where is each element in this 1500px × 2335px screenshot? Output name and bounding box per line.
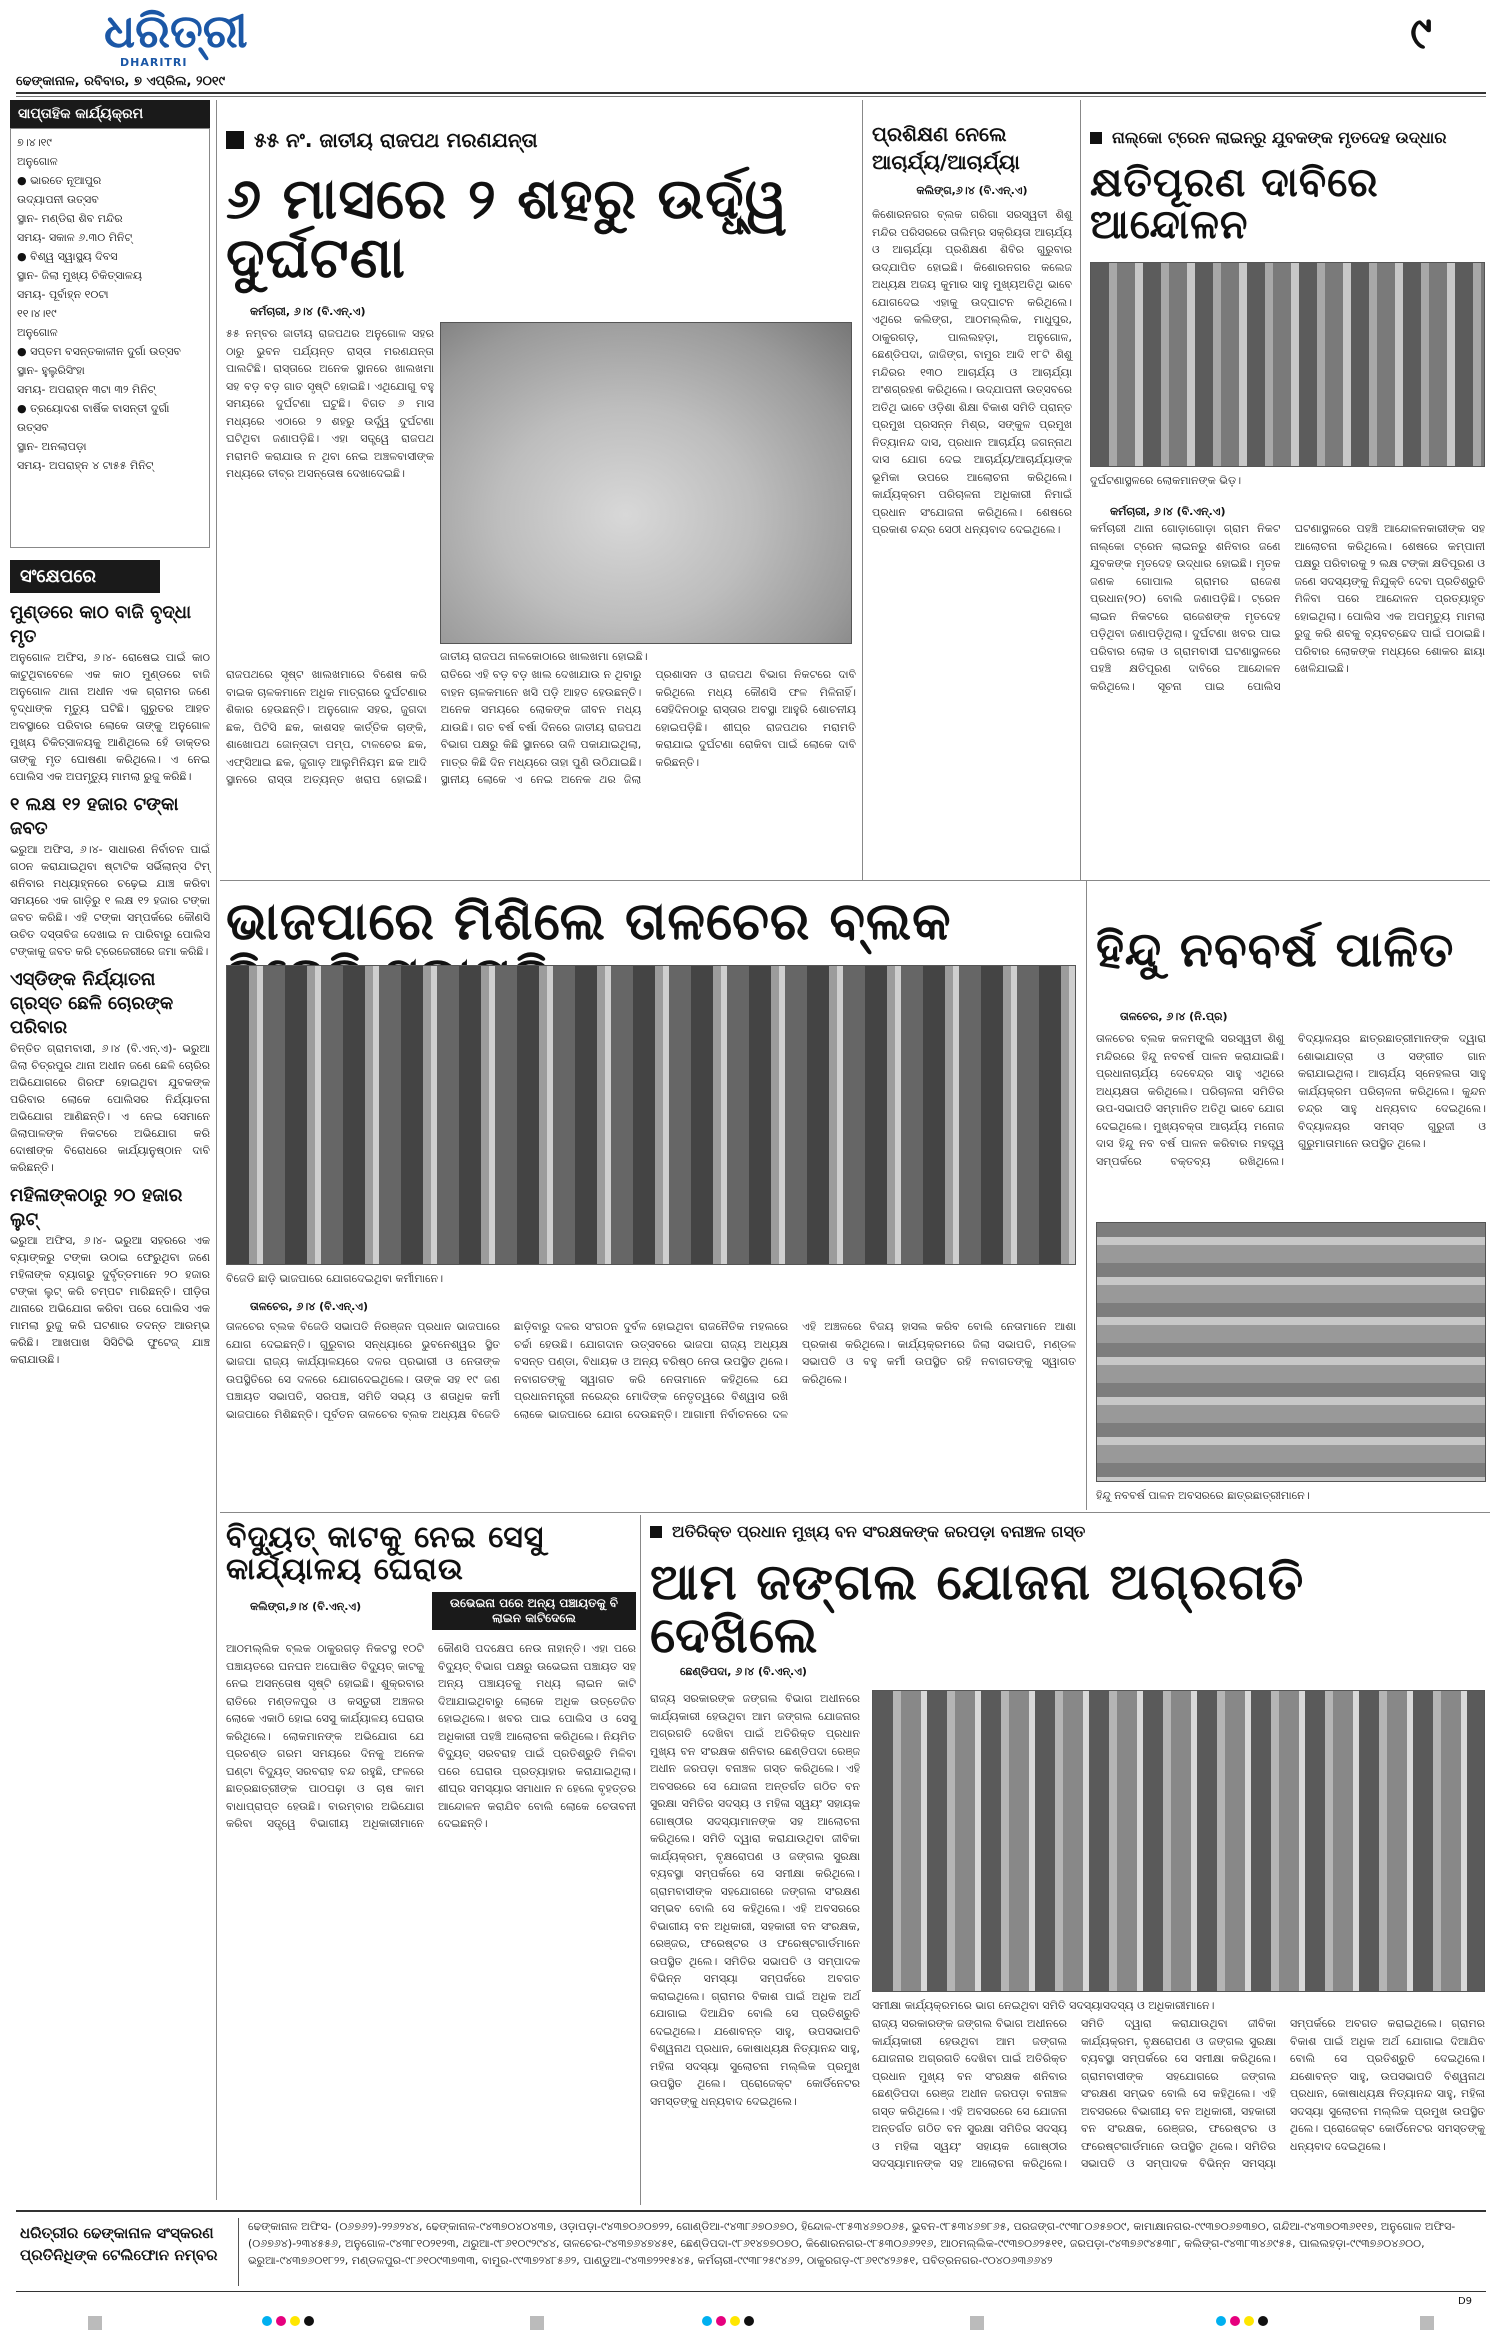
logo-subtitle: DHARITRI xyxy=(120,56,188,69)
column-divider xyxy=(216,100,217,2200)
dateline: ତାଳଚେର, ୬।୪ (ବି.ଏନ୍.ଏ) xyxy=(250,1300,369,1313)
schedule-line: ସ୍ଥାନ- ଜିଲା ମୁଖ୍ୟ ଚିକିତ୍ସାଳୟ xyxy=(17,269,142,282)
schedule-line: ୧୧।୪।୧୯ xyxy=(17,307,57,320)
column-divider xyxy=(1086,880,1087,1510)
registration-mark xyxy=(970,2316,984,2330)
left-column xyxy=(10,100,210,1368)
story-headline: କ୍ଷତିପୂରଣ ଦାବିରେ ଆନ୍ଦୋଳନ xyxy=(1090,159,1379,248)
schedule-line: ସମୟ- ଅପରାହ୍ନ ୩ଟା ୩୨ ମିନିଟ୍ xyxy=(17,383,156,396)
story-headline: ୬ ମାସରେ ୨ ଶହରୁ ଉର୍ଦ୍ଧ୍ୱ ଦୁର୍ଘଟଣା xyxy=(226,166,788,291)
brief-text: ଅନୁଗୋଳ ଅଫିସ, ୬।୪- ରୋଷେଇ ପାଇଁ କାଠ କାଟୁଥିବାବେଳେ ଏକ କାଠ ମୁଣ୍ଡରେ ବାଜି ଅନୁଗୋଳ ଥାନା ଅଧୀନ ଏକ ଗ୍ରାମର ଜଣେ ବୃଦ୍ଧାଙ୍କ ମୃତ୍ୟୁ ଘଟିଛି। ଗୁରୁତର ଆହତ ଅବସ୍ଥାରେ ପରିବାର ଲୋକେ ତାଙ୍କୁ ଅନୁଗୋଳ ମୁଖ୍ୟ ଚିକିତ୍ସାଳୟକୁ ଆଣିଥିଲେ ହେଁ ଡାକ୍ତର ତାଙ୍କୁ ମୃତ ଘୋଷଣା କରିଥିଲେ। ଏ ନେଇ ପୋଲିସ ଏକ ଅପମୃତ୍ୟୁ ମାମଲା ରୁଜୁ କରିଛି। xyxy=(10,651,210,783)
schedule-line: ଅନୁଗୋଳ xyxy=(17,326,58,339)
schedule-list xyxy=(10,128,210,548)
footer-divider xyxy=(238,2218,239,2286)
story-body: କିଶୋରନଗର ବ୍ଲକ ଗରିଗା ସରସ୍ୱତୀ ଶିଶୁ ମନ୍ଦିର ପରିସରରେ ତାଲିମ୍‌ର ସକ୍ରିୟତା ଆଚାର୍ଯ୍ୟ ଓ ଆଚାର୍ଯ୍ୟା ପ୍ରଶିକ୍ଷଣ ଶିବିର ଗୁରୁବାର ଉଦ୍‌ଯାପିତ ହୋଇଛି। କିଶୋରନଗର କଲେଜ ଅଧ୍ୟକ୍ଷ ଅଜୟ କୁମାର ସାହୁ ମୁଖ୍ୟଅତିଥି ଭାବେ ଯୋଗଦେଇ ଏହାକୁ ଉଦ୍‌ଘାଟନ କରିଥିଲେ। ଏଥିରେ କଲିଙ୍ଗ, ଆଠମଲ୍ଲିକ, ମାଧୁପୁର, ଠାକୁରଗଡ଼, ପାଲଲହଡ଼ା, ଅନୁଗୋଳ, ଛେଣ୍ଡିପଦା, ଜାଜିଙ୍ଗ, ବାମୁର ଆଦି ୧୮ଟି ଶିଶୁ ମନ୍ଦିରର ୧୩୦ ଆଚାର୍ଯ୍ୟ ଓ ଆଚାର୍ଯ୍ୟା ଅଂଶଗ୍ରହଣ କରିଥିଲେ। ଉଦ୍‌ଯାପନୀ ଉତ୍ସବରେ ଅତିଥି ଭାବେ ଓଡ଼ିଶା ଶିକ୍ଷା ବିକାଶ ସମିତି ପ୍ରାନ୍ତ ପ୍ରମୁଖ ପ୍ରସନ୍ନ ମିଶ୍ର, ସଙ୍କୁଳ ପ୍ରମୁଖ ନିତ୍ୟାନନ୍ଦ ଦାସ, ପ୍ରଧାନ ଆଚାର୍ଯ୍ୟ ଜଗନ୍ନାଥ ଦାସ ଯୋଗ ଦେଇ ଆଚାର୍ଯ୍ୟ/ଆଚାର୍ଯ୍ୟାଙ୍କ ଭୂମିକା ଉପରେ ଆଲୋଚନା କରିଥିଲେ। କାର୍ଯ୍ୟକ୍ରମ ପରିଚାଳନା ଅଧିକାରୀ ନିମାଇଁ ପ୍ରଧାନ ସଂଯୋଜନା କରିଥିଲେ। ଶେଷରେ ପ୍ରକାଶ ଚନ୍ଦ୍ର ସେଠୀ ଧନ୍ୟବାଦ ଦେଇଥିଲେ। xyxy=(872,208,1072,536)
print-registration-marks xyxy=(0,2312,1500,2330)
story-training xyxy=(872,120,1072,856)
footer-phone-list: ଢେଙ୍କାନାଳ ଅଫିସ- (୦୬୭୬୨)-୨୨୬୨୪୪, ଢେଙ୍କାନାଳ-୯୪୩୭୦୪୦୪୩୭, ଓଡ଼ାପଡ଼ା-୯୪୩୭୦୬୦୭୨୨, ଗୋଣ୍ଡିଆ-୯୪୩୮୬୭୦୬୭୦, ହିନ୍ଦୋଳ-୯୮୫୩୪୬୭୦୬୫, ଭୁବନ-୯୮୫୩୪୬୭୮୬୫, ପରଜଙ୍ଗ-୯୯୩୮୦୬୫୭୦୯, କାମାକ୍ଷାନଗର-୯୯୩୭୦୬୭୩୭୦, ଗନ୍ଦିଆ-୯୪୩୭୦୩୬୧୧୭, ଅନୁଗୋଳ ଅଫିସ-(୦୬୭୬୪)-୨୩୪୫୫୬, ଅନୁଗୋଳ-୯୪୩୮୧୦୨୧୨୩, ଥରୁଆ-୯୮୬୧୦୯୨୯୪୪, ତାଳଚେର-୯୪୩୭୬୪୭୪୫୧, ଛେଣ୍ଡିପଦା-୯୮୬୧୪୭୭୦୭୦, କିଶୋରନଗର-୯୮୫୩୦୬୬୨୧୬, ଆଠମଲ୍ଲିକ-୯୯୩୭୦୬୨୫୧୧, ଜରପଡ଼ା-୯୪୩୭୬୯୪୫୩୮, କଲିଙ୍ଗ-୯୪୩୮୩୪୬୯୫୫, ପାଲଲହଡ଼ା-୯୯୩୭୬୦୪୬୦୦, ଭରୁଆ-୯୪୩୭୬୦୧୮୨୨, ମଣ୍ଡଳପୁର-୯୮୬୧୦୯୩୭୩୩, ବାମୁର-୯୯୩୭୨୪୮୫୬୨, ପାଣ୍ଡୁଆ-୯୪୩୭୨୨୧୫୪୫, କର୍ମଚାରୀ-୯୯୩୮୨୫୯୪୬୨, ଠାକୁରଗଡ଼-୯୮୬୧୯୪୨୬୫୧, ପବିତ୍ରନଗର-୯୦୪୦୬୩୬୬୪୨ xyxy=(248,2220,1456,2267)
column-divider xyxy=(640,1515,641,2205)
schedule-line: ୭।୪।୧୯ xyxy=(17,136,52,149)
story-forest xyxy=(650,1522,1485,1664)
bullet-square-icon xyxy=(1090,132,1102,144)
schedule-line: ● ତ୍ରୟୋଦଶ ବାର୍ଷିକ ବାସନ୍ତୀ ଦୁର୍ଗା xyxy=(17,402,170,415)
dateline: ଛେଣ୍ଡିପଦା, ୬।୪ (ବି.ଏନ୍.ଏ) xyxy=(680,1665,807,1678)
column-divider xyxy=(1080,100,1081,880)
registration-mark xyxy=(262,2316,272,2326)
forest-committee-group-photo xyxy=(872,1690,1485,1992)
registration-mark xyxy=(1244,2316,1254,2326)
brief-text: ଭରୁଆ ଅଫିସ, ୬।୪- ସାଧାରଣ ନିର୍ବାଚନ ପାଇଁ ଗଠନ କରାଯାଇଥିବା ଷ୍ଟାଟିକ ସର୍ଭିଲାନ୍ସ ଟିମ୍ ଶନିବାର ମଧ୍ୟାହ୍ନରେ ଚଢ଼େଇ ଯାଞ୍ଚ କରିବା ସମୟରେ ଏକ ଗାଡ଼ିରୁ ୧ ଲକ୍ଷ ୧୨ ହଜାର ଟଙ୍କା ଜବତ କରିଛି। ଏହି ଟଙ୍କା ସମ୍ପର୍କରେ କୌଣସି ଉଚିତ ଦସ୍ତାବିଜ ଦେଖାଇ ନ ପାରିବାରୁ ପୋଲିସ ଟଙ୍କାକୁ ଜବତ କରି ଟ୍ରେଜେରୀରେ ଜମା କରିଛି। xyxy=(10,843,210,958)
schedule-line: ● ବିଶ୍ୱ ସ୍ୱାସ୍ଥ୍ୟ ଦିବସ xyxy=(17,250,118,263)
dateline: କଲିଙ୍ଗ,୬।୪ (ବି.ଏନ୍.ଏ) xyxy=(916,184,1028,197)
column-divider xyxy=(862,100,863,880)
briefs-title: ସଂକ୍ଷେପରେ xyxy=(10,560,160,593)
schedule-line: ଉତ୍ସବ xyxy=(17,421,49,434)
registration-mark xyxy=(88,2316,102,2330)
story-bjp-headline: ଭାଜପାରେ ମିଶିଲେ ତାଳଚେର ବ୍ଲକ xyxy=(226,891,952,952)
registration-mark xyxy=(702,2316,712,2326)
protest-crowd-photo xyxy=(1090,262,1485,467)
registration-mark xyxy=(276,2316,286,2326)
page-code: D9 xyxy=(1457,2296,1472,2307)
story-highway xyxy=(226,128,856,291)
story-highway-lead: ୫୫ ନମ୍ବର ଜାତୀୟ ରାଜପଥର ଅନୁଗୋଳ ସହର ଠାରୁ ଭୁବନ ପର୍ଯ୍ୟନ୍ତ ରାସ୍ତା ମରଣଯନ୍ତା ପାଲଟିଛି। ରାସ୍ତାରେ ଅନେକ ସ୍ଥାନରେ ଖାଲଖମା ସହ ବଡ଼ ବଡ଼ ଗାତ ସୃଷ୍ଟି ହୋଇଛି। ଏଥିଯୋଗୁ ବହୁ ସମୟରେ ଦୁର୍ଘଟଣା ଘଟୁଛି। ବିଗତ ୬ ମାସ ମଧ୍ୟରେ ଏଠାରେ ୨ ଶହରୁ ଉର୍ଦ୍ଧ୍ୱ ଦୁର୍ଘଟଣା ଘଟିଥିବା ଜଣାପଡ଼ିଛି। ଏହା ସତ୍ତ୍ୱେ ରାଜପଥ ମରାମତି କରାଯାଉ ନ ଥିବା ନେଇ ଅଞ୍ଚଳବାସୀଙ୍କ ମଧ୍ୟରେ ତୀବ୍ର ଅସନ୍ତୋଷ ଦେଖାଦେଇଛି। xyxy=(226,327,434,480)
section-divider xyxy=(220,880,1490,881)
photo-caption: ଦୁର୍ଘଟଣାସ୍ଥଳରେ ଲୋକମାନଙ୍କ ଭିଡ଼। xyxy=(1090,474,1242,487)
story-power-body: ଆଠମଲ୍ଲିକ ବ୍ଲକ ଠାକୁରଗଡ଼ ନିକଟସ୍ଥ ୧୦ଟି ପଞ୍ଚାୟତରେ ଘନଘନ ଅଘୋଷିତ ବିଦ୍ୟୁତ୍ କାଟକୁ ନେଇ ଅସନ୍ତୋଷ ସୃଷ୍ଟି ହୋଇଛି। ଶୁକ୍ରବାର ରାତିରେ ମଣ୍ଡଳପୁର ଓ କସ୍ତୁରୀ ଅଞ୍ଚଳର ଲୋକେ ଏକାଠି ହୋଇ ସେସୁ କାର୍ଯ୍ୟାଳୟ ଘେରାଉ କରିଥିଲେ। ଲୋକମାନଙ୍କ ଅଭିଯୋଗ ଯେ ପ୍ରଚଣ୍ଡ ଗରମ ସମୟରେ ଦିନକୁ ଅନେକ ଘଣ୍ଟା ବିଦ୍ୟୁତ୍ ସରବରାହ ବନ୍ଦ ରହୁଛି, ଫଳରେ ଛାତ୍ରଛାତ୍ରୀଙ୍କ ପାଠପଢ଼ା ଓ ଚାଷ କାମ ବାଧାପ୍ରାପ୍ତ ହେଉଛି। ବାରମ୍ବାର ଅଭିଯୋଗ କରିବା ସତ୍ତ୍ୱେ ବିଭାଗୀୟ ଅଧିକାରୀମାନେ କୌଣସି ପଦକ୍ଷେପ ନେଉ ନାହାନ୍ତି। ଏହା ପରେ ବିଦ୍ୟୁତ୍ ବିଭାଗ ପକ୍ଷରୁ ଉଭେଇନା ପଞ୍ଚାୟତ ସହ ଅନ୍ୟ ପଞ୍ଚାୟତକୁ ମଧ୍ୟ ଲାଇନ କାଟି ଦିଆଯାଇଥିବାରୁ ଲୋକେ ଅଧିକ ଉତ୍ତେଜିତ ହୋଇଥିଲେ। ଖବର ପାଇ ପୋଲିସ ଓ ସେସୁ ଅଧିକାରୀ ପହଞ୍ଚି ଆଲୋଚନା କରିଥିଲେ। ନିୟମିତ ବିଦ୍ୟୁତ୍ ସରବରାହ ପାଇଁ ପ୍ରତିଶ୍ରୁତି ମିଳିବା ପରେ ଘେରାଉ ପ୍ରତ୍ୟାହାର କରାଯାଇଥିଲା। ଶୀଘ୍ର ସମସ୍ୟାର ସମାଧାନ ନ ହେଲେ ବୃହତ୍ତର ଆନ୍ଦୋଳନ କରାଯିବ ବୋଲି ଲୋକେ ଚେତାବନୀ ଦେଇଛନ୍ତି। xyxy=(226,1642,636,1830)
registration-mark xyxy=(530,2316,544,2330)
bullet-square-icon xyxy=(226,131,244,149)
story-tag: ଉଭେଇନା ପରେ ଅନ୍ୟ ପଞ୍ଚାୟତକୁ ବି ଲାଇନ କାଟିଦେଲେ xyxy=(432,1592,636,1630)
registration-mark xyxy=(1258,2316,1268,2326)
page-number: ୯ xyxy=(1410,8,1432,59)
schedule-line: ● ସପ୍ତମ ବସନ୍ତକାଳୀନ ଦୁର୍ଗା ଉତ୍ସବ xyxy=(17,345,181,358)
brief-headline: ମୁଣ୍ଡରେ କାଠ ବାଜି ବୃଦ୍ଧା ମୃତ xyxy=(10,602,192,647)
newyear-students-photo xyxy=(1096,1222,1486,1482)
story-newyear-headline: ହିନ୍ଦୁ ନବବର୍ଷ ପାଳିତ xyxy=(1096,922,1455,978)
kicker-text: ନାଲ୍‌କୋ ଟ୍ରେନ ଲାଇନ୍‌ରୁ ଯୁବକଙ୍କ ମୃତଦେହ ଉଦ୍ଧାର xyxy=(1112,128,1447,147)
masthead-rule xyxy=(16,92,1486,94)
bullet-square-icon xyxy=(650,1526,662,1538)
footer-title: ଧରିତ୍ରୀର ଢେଙ୍କାନାଳ ସଂସ୍କରଣ ପ୍ରତିନିଧିଙ୍କ ଟେଲିଫୋନ ନମ୍ବର xyxy=(20,2224,218,2264)
edition-dateline: ଢେଙ୍କାନାଳ, ରବିବାର, ୭ ଏପ୍ରିଲ, ୨୦୧୯ xyxy=(16,74,226,89)
story-kicker xyxy=(226,128,856,152)
registration-mark xyxy=(290,2316,300,2326)
dateline: କର୍ମଚାରୀ, ୬।୪ (ବି.ଏନ୍.ଏ) xyxy=(1110,505,1226,518)
registration-mark xyxy=(1230,2316,1240,2326)
photo-caption: ଜାତୀୟ ରାଜପଥ ନାଳକୋଠାରେ ଖାଲଖମା ହୋଇଛି। xyxy=(440,650,648,663)
story-bjp-body: ତାଳଚେର ବ୍ଲକ ବିଜେଡି ସଭାପତି ନିରଞ୍ଜନ ପ୍ରଧାନ ଭାଜପାରେ ଯୋଗ ଦେଇଛନ୍ତି। ଗୁରୁବାର ସନ୍ଧ୍ୟାରେ ଭୁବନେଶ୍ୱର ସ୍ଥିତ ଭାଜପା ରାଜ୍ୟ କାର୍ଯ୍ୟାଳୟରେ ଦଳର ପ୍ରଭାରୀ ଓ ନେତାଙ୍କ ଉପସ୍ଥିତିରେ ସେ ଦଳରେ ଯୋଗଦେଇଥିଲେ। ତାଙ୍କ ସହ ୧୯ ଜଣ ପଞ୍ଚାୟତ ସଭାପତି, ସରପଞ୍ଚ, ସମିତି ସଭ୍ୟ ଓ ଶତାଧିକ କର୍ମୀ ଭାଜପାରେ ମିଶିଛନ୍ତି। ପୂର୍ବତନ ତାଳଚେର ବ୍ଲକ ଅଧ୍ୟକ୍ଷ ବିଜେଡି ଛାଡ଼ିବାରୁ ଦଳର ସଂଗଠନ ଦୁର୍ବଳ ହୋଇଥିବା ରାଜନୈତିକ ମହଲରେ ଚର୍ଚ୍ଚା ହେଉଛି। ଯୋଗଦାନ ଉତ୍ସବରେ ଭାଜପା ରାଜ୍ୟ ଅଧ୍ୟକ୍ଷ ବସନ୍ତ ପଣ୍ଡା, ବିଧାୟକ ଓ ଅନ୍ୟ ବରିଷ୍ଠ ନେତା ଉପସ୍ଥିତ ଥିଲେ। ନବାଗତଙ୍କୁ ସ୍ୱାଗତ କରି ନେତାମାନେ କହିଥିଲେ ଯେ ପ୍ରଧାନମନ୍ତ୍ରୀ ନରେନ୍ଦ୍ର ମୋଦିଙ୍କ ନେତୃତ୍ୱରେ ବିଶ୍ୱାସ ରଖି ଲୋକେ ଭାଜପାରେ ଯୋଗ ଦେଉଛନ୍ତି। ଆଗାମୀ ନିର୍ବାଚନରେ ଦଳ ଏହି ଅଞ୍ଚଳରେ ବିଜୟ ହାସଲ କରିବ ବୋଲି ନେତାମାନେ ଆଶା ପ୍ରକାଶ କରିଥିଲେ। କାର୍ଯ୍ୟକ୍ରମରେ ଜିଲା ସଭାପତି, ମଣ୍ଡଳ ସଭାପତି ଓ ବହୁ କର୍ମୀ ଉପସ୍ଥିତ ରହି ନବାଗତଙ୍କୁ ସ୍ୱାଗତ କରିଥିଲେ। xyxy=(226,1320,1076,1421)
story-forest-lead: ରାଜ୍ୟ ସରକାରଙ୍କ ଜଙ୍ଗଲ ବିଭାଗ ଅଧୀନରେ କାର୍ଯ୍ୟକାରୀ ହେଉଥିବା ଆମ ଜଙ୍ଗଲ ଯୋଜନାର ଅଗ୍ରଗତି ଦେଖିବା ପାଇଁ ଅତିରିକ୍ତ ପ୍ରଧାନ ମୁଖ୍ୟ ବନ ସଂରକ୍ଷକ ଶନିବାର ଛେଣ୍ଡିପଦା ରେଞ୍ଜ ଅଧୀନ ଜରପଡ଼ା ବନାଞ୍ଚଳ ଗସ୍ତ କରିଥିଲେ। ଏହି ଅବସରରେ ସେ ଯୋଜନା ଅନ୍ତର୍ଗତ ଗଠିତ ବନ ସୁରକ୍ଷା ସମିତିର ସଦସ୍ୟ ଓ ମହିଳା ସ୍ୱୟଂ ସହାୟକ ଗୋଷ୍ଠୀର ସଦସ୍ୟାମାନଙ୍କ ସହ ଆଲୋଚନା କରିଥିଲେ। ସମିତି ଦ୍ୱାରା କରାଯାଉଥିବା ଜୀବିକା କାର୍ଯ୍ୟକ୍ରମ, ବୃକ୍ଷରୋପଣ ଓ ଜଙ୍ଗଲ ସୁରକ୍ଷା ବ୍ୟବସ୍ଥା ସମ୍ପର୍କରେ ସେ ସମୀକ୍ଷା କରିଥିଲେ। ଗ୍ରାମବାସୀଙ୍କ ସହଯୋଗରେ ଜଙ୍ଗଲ ସଂରକ୍ଷଣ ସମ୍ଭବ ବୋଲି ସେ କହିଥିଲେ। ଏହି ଅବସରରେ ବିଭାଗୀୟ ବନ ଅଧିକାରୀ, ସହକାରୀ ବନ ସଂରକ୍ଷକ, ରେଞ୍ଜର, ଫରେଷ୍ଟର ଓ ଫରେଷ୍ଟଗାର୍ଡମାନେ ଉପସ୍ଥିତ ଥିଲେ। ସମିତିର ସଭାପତି ଓ ସମ୍ପାଦକ ବିଭିନ୍ନ ସମସ୍ୟା ସମ୍ପର୍କରେ ଅବଗତ କରାଇଥିଲେ। ଗ୍ରାମର ବିକାଶ ପାଇଁ ଅଧିକ ଅର୍ଥ ଯୋଗାଇ ଦିଆଯିବ ବୋଲି ସେ ପ୍ରତିଶ୍ରୁତି ଦେଇଥିଲେ। ଯଶୋବନ୍ତ ସାହୁ, ଉପସଭାପତି ବିଶ୍ୱନାଥ ପ୍ରଧାନ, କୋଷାଧ୍ୟକ୍ଷ ନିତ୍ୟାନନ୍ଦ ସାହୁ, ମହିଳା ସଦସ୍ୟା ସୁଲୋଚନା ମଲ୍ଲିକ ପ୍ରମୁଖ ଉପସ୍ଥିତ ଥିଲେ। ପ୍ରୋଜେକ୍ଟ କୋର୍ଡିନେଟର ସମସ୍ତଙ୍କୁ ଧନ୍ୟବାଦ ଦେଇଥିଲେ। xyxy=(650,1692,860,2108)
schedule-line: ସ୍ଥାନ- ହୁଲୁରିସିଂହା xyxy=(17,364,85,377)
story-headline: ପ୍ରଶିକ୍ଷଣ ନେଲେ ଆଚାର୍ଯ୍ୟ/ଆଚାର୍ଯ୍ୟା xyxy=(872,122,1020,174)
registration-mark xyxy=(304,2316,314,2326)
kicker-text: ୫୫ ନଂ. ଜାତୀୟ ରାଜପଥ ମରଣଯନ୍ତା xyxy=(254,128,538,152)
brief-headline: ଏସ୍‌ଡିଙ୍କ ନିର୍ଯ୍ୟାତନା ଗ୍ରସ୍ତ ଛେଳି ଚୋରଙ୍କ ପରିବାର xyxy=(10,969,174,1038)
masthead xyxy=(16,4,1486,90)
kicker-text: ଅତିରିକ୍ତ ପ୍ରଧାନ ମୁଖ୍ୟ ବନ ସଂରକ୍ଷକଙ୍କ ଜରପଡ଼ା ବନାଞ୍ଚଳ ଗସ୍ତ xyxy=(672,1522,1086,1541)
story-highway-dateline xyxy=(250,305,430,319)
story-kicker xyxy=(1090,128,1485,148)
masthead-rule-thin xyxy=(16,96,1486,97)
schedule-line: ସ୍ଥାନ- ଅନଲାପଡ଼ା xyxy=(17,440,87,453)
registration-mark xyxy=(716,2316,726,2326)
story-kicker xyxy=(650,1522,1485,1542)
registration-mark xyxy=(1216,2316,1226,2326)
section-divider xyxy=(220,1512,1490,1513)
photo-caption: ସମୀକ୍ଷା କାର୍ଯ୍ୟକ୍ରମରେ ଭାଗ ନେଇଥିବା ସମିତି ସଦସ୍ୟାସଦସ୍ୟ ଓ ଅଧିକାରୀମାନେ। xyxy=(872,1999,1215,2012)
dateline: କଲିଙ୍ଗ,୬।୪ (ବି.ଏନ୍.ଏ) xyxy=(250,1600,362,1613)
story-headline: ଆମ ଜଙ୍ଗଲ ଯୋଜନା ଅଗ୍ରଗତି ଦେଖିଲେ xyxy=(650,1552,1305,1664)
story-highway-body: ରାଜପଥରେ ସୃଷ୍ଟ ଖାଲଖମାରେ ବିଶେଷ କରି ବାଇକ ଚାଳକମାନେ ଅଧିକ ମାତ୍ରାରେ ଦୁର୍ଘଟଣାର ଶିକାର ହେଉଛନ୍ତି। ଅନୁଗୋଳ ସହର, ଜୁଗଦା ଛକ, ପିଟିସି ଛକ, କାଶସହ କାର୍ତ୍ତିକ ଚାଙ୍କି, ଶାଖୋପଥ ଜୋନ୍ତାଟା ପମ୍ପ, ଟାଳଚେର ଛକ, ଏଫ୍‌ସିଆଇ ଛକ, ଜୁଗାଡ଼ ଆଲୁମିନିୟମ ଛକ ଆଦି ସ୍ଥାନରେ ରାସ୍ତା ଅତ୍ୟନ୍ତ ଖରାପ ହୋଇଛି। ରାତିରେ ଏହି ବଡ଼ ବଡ଼ ଖାଲ ଦେଖାଯାଉ ନ ଥିବାରୁ ବାହନ ଚାଳକମାନେ ଖସି ପଡ଼ି ଆହତ ହେଉଛନ୍ତି। ଅନେକ ସମୟରେ ଲୋକଙ୍କ ଜୀବନ ମଧ୍ୟ ଯାଉଛି। ଗତ ବର୍ଷ ବର୍ଷା ଦିନରେ ଜାତୀୟ ରାଜପଥ ବିଭାଗ ପକ୍ଷରୁ କିଛି ସ୍ଥାନରେ ତାଳି ପକାଯାଇଥିଲା, ମାତ୍ର କିଛି ଦିନ ମଧ୍ୟରେ ତାହା ପୁଣି ଉଠିଯାଇଛି। ସ୍ଥାନୀୟ ଲୋକେ ଏ ନେଇ ଅନେକ ଥର ଜିଲା ପ୍ରଶାସନ ଓ ରାଜପଥ ବିଭାଗ ନିକଟରେ ଦାବି କରିଥିଲେ ମଧ୍ୟ କୌଣସି ଫଳ ମିଳିନାହିଁ। ସେହିଦିନଠାରୁ ରାସ୍ତାର ଅବସ୍ଥା ଆହୁରି ଶୋଚନୀୟ ହୋଇପଡ଼ିଛି। ଶୀଘ୍ର ରାଜପଥର ମରାମତି କରାଯାଇ ଦୁର୍ଘଟଣା ରୋକିବା ପାଇଁ ଲୋକେ ଦାବି କରିଛନ୍ତି। xyxy=(226,668,856,786)
dateline: କର୍ମଚାରୀ, ୬।୪ (ବି.ଏନ୍.ଏ) xyxy=(250,305,366,318)
schedule-line: ସମୟ- ଅପରାହ୍ନ ୪ ଟା୫୫ ମିନିଟ୍ xyxy=(17,459,154,472)
schedule-line: ସମୟ- ସକାଳ ୬.୩୦ ମିନିଟ୍ xyxy=(17,231,133,244)
road-potholes-photo xyxy=(440,322,852,644)
registration-mark xyxy=(730,2316,740,2326)
story-body: କର୍ମଚାରୀ ଥାନା ଗୋଡ଼ାଗୋଡ଼ା ଗ୍ରାମ ନିକଟ ନାଲ୍‌କୋ ଟ୍ରେନ ଲାଇନରୁ ଶନିବାର ଜଣେ ଯୁବକଙ୍କ ମୃତଦେହ ଉଦ୍ଧାର ହୋଇଛି। ମୃତକ ଜଣକ ଗୋପାଲ ଗ୍ରାମର ରାଜେଶ ପ୍ରଧାନ(୨୦) ବୋଲି ଜଣାପଡ଼ିଛି। ଟ୍ରେନ ଲାଇନ ନିକଟରେ ରାଜେଶଙ୍କ ମୃତଦେହ ପଡ଼ିଥିବା ଜଣାପଡ଼ିଥିଲା। ଦୁର୍ଘଟଣା ଖବର ପାଇ ପରିବାର ଲୋକ ଓ ଗ୍ରାମବାସୀ ଘଟଣାସ୍ଥଳରେ ପହଞ୍ଚି କ୍ଷତିପୂରଣ ଦାବିରେ ଆନ୍ଦୋଳନ କରିଥିଲେ। ସୂଚନା ପାଇ ପୋଲିସ ଘଟଣାସ୍ଥଳରେ ପହଞ୍ଚି ଆନ୍ଦୋଳନକାରୀଙ୍କ ସହ ଆଲୋଚନା କରିଥିଲେ। ଶେଷରେ କମ୍ପାନୀ ପକ୍ଷରୁ ପରିବାରକୁ ୨ ଲକ୍ଷ ଟଙ୍କା କ୍ଷତିପୂରଣ ଓ ଜଣେ ସଦସ୍ୟଙ୍କୁ ନିଯୁକ୍ତି ଦେବା ପ୍ରତିଶ୍ରୁତି ମିଳିବା ପରେ ଆନ୍ଦୋଳନ ପ୍ରତ୍ୟାହୃତ ହୋଇଥିଲା। ପୋଲିସ ଏକ ଅପମୃତ୍ୟୁ ମାମଲା ରୁଜୁ କରି ଶବକୁ ବ୍ୟବଚ୍ଛେଦ ପାଇଁ ପଠାଇଛି। ପରିବାର ଲୋକଙ୍କ ମଧ୍ୟରେ ଶୋକର ଛାୟା ଖେଳିଯାଇଛି। xyxy=(1090,522,1485,693)
bjp-joining-group-photo xyxy=(226,965,1076,1265)
registration-mark xyxy=(744,2316,754,2326)
schedule-line: ସ୍ଥାନ- ମଣ୍ଡିରା ଶିବ ମନ୍ଦିର xyxy=(17,212,123,225)
photo-caption: ବିଜେଡି ଛାଡ଼ି ଭାଜପାରେ ଯୋଗଦେଇଥିବା କର୍ମୀମାନେ। xyxy=(226,1272,444,1285)
schedule-line: ସମୟ- ପୂର୍ବାହ୍ନ ୧୦ଟା xyxy=(17,288,109,301)
brief-text: ଚିନ୍ତିତ ଗ୍ରାମବାସୀ, ୬।୪ (ବି.ଏନ୍.ଏ)- ଭରୁଆ ଜିଲା ଚିତ୍ରପୁର ଥାନା ଅଧୀନ ଜଣେ ଛେଳି ଚୋରିର ଅଭିଯୋଗରେ ଗିରଫ ହୋଇଥିବା ଯୁବକଙ୍କ ପରିବାର ଲୋକେ ପୋଲିସର ନିର୍ଯ୍ୟାତନା ଅଭିଯୋଗ ଆଣିଛନ୍ତି। ଏ ନେଇ ସେମାନେ ଜିଲାପାଳଙ୍କ ନିକଟରେ ଅଭିଯୋଗ କରି ଦୋଷୀଙ୍କ ବିରୋଧରେ କାର୍ଯ୍ୟାନୁଷ୍ଠାନ ଦାବି କରିଛନ୍ତି। xyxy=(10,1042,210,1174)
story-forest-body: ରାଜ୍ୟ ସରକାରଙ୍କ ଜଙ୍ଗଲ ବିଭାଗ ଅଧୀନରେ କାର୍ଯ୍ୟକାରୀ ହେଉଥିବା ଆମ ଜଙ୍ଗଲ ଯୋଜନାର ଅଗ୍ରଗତି ଦେଖିବା ପାଇଁ ଅତିରିକ୍ତ ପ୍ରଧାନ ମୁଖ୍ୟ ବନ ସଂରକ୍ଷକ ଶନିବାର ଛେଣ୍ଡିପଦା ରେଞ୍ଜ ଅଧୀନ ଜରପଡ଼ା ବନାଞ୍ଚଳ ଗସ୍ତ କରିଥିଲେ। ଏହି ଅବସରରେ ସେ ଯୋଜନା ଅନ୍ତର୍ଗତ ଗଠିତ ବନ ସୁରକ୍ଷା ସମିତିର ସଦସ୍ୟ ଓ ମହିଳା ସ୍ୱୟଂ ସହାୟକ ଗୋଷ୍ଠୀର ସଦସ୍ୟାମାନଙ୍କ ସହ ଆଲୋଚନା କରିଥିଲେ। ସମିତି ଦ୍ୱାରା କରାଯାଉଥିବା ଜୀବିକା କାର୍ଯ୍ୟକ୍ରମ, ବୃକ୍ଷରୋପଣ ଓ ଜଙ୍ଗଲ ସୁରକ୍ଷା ବ୍ୟବସ୍ଥା ସମ୍ପର୍କରେ ସେ ସମୀକ୍ଷା କରିଥିଲେ। ଗ୍ରାମବାସୀଙ୍କ ସହଯୋଗରେ ଜଙ୍ଗଲ ସଂରକ୍ଷଣ ସମ୍ଭବ ବୋଲି ସେ କହିଥିଲେ। ଏହି ଅବସରରେ ବିଭାଗୀୟ ବନ ଅଧିକାରୀ, ସହକାରୀ ବନ ସଂରକ୍ଷକ, ରେଞ୍ଜର, ଫରେଷ୍ଟର ଓ ଫରେଷ୍ଟଗାର୍ଡମାନେ ଉପସ୍ଥିତ ଥିଲେ। ସମିତିର ସଭାପତି ଓ ସମ୍ପାଦକ ବିଭିନ୍ନ ସମସ୍ୟା ସମ୍ପର୍କରେ ଅବଗତ କରାଇଥିଲେ। ଗ୍ରାମର ବିକାଶ ପାଇଁ ଅଧିକ ଅର୍ଥ ଯୋଗାଇ ଦିଆଯିବ ବୋଲି ସେ ପ୍ରତିଶ୍ରୁତି ଦେଇଥିଲେ। ଯଶୋବନ୍ତ ସାହୁ, ଉପସଭାପତି ବିଶ୍ୱନାଥ ପ୍ରଧାନ, କୋଷାଧ୍ୟକ୍ଷ ନିତ୍ୟାନନ୍ଦ ସାହୁ, ମହିଳା ସଦସ୍ୟା ସୁଲୋଚନା ମଲ୍ଲିକ ପ୍ରମୁଖ ଉପସ୍ଥିତ ଥିଲେ। ପ୍ରୋଜେକ୍ଟ କୋର୍ଡିନେଟର ସମସ୍ତଙ୍କୁ ଧନ୍ୟବାଦ ଦେଇଥିଲେ। xyxy=(872,2017,1485,2170)
footer-contacts xyxy=(16,2210,1486,2292)
schedule-line: ଅନୁଗୋଳ xyxy=(17,155,58,168)
story-power-headline: ବିଦ୍ୟୁତ୍ କାଟକୁ ନେଇ ସେସୁ କାର୍ଯ୍ୟାଳୟ ଘେରାଉ xyxy=(226,1520,545,1587)
story-protest xyxy=(1090,128,1485,246)
story-newyear-body: ତାଳଚେର ବ୍ଲକ କଳମଙ୍ଗ୍ଲି ସରସ୍ୱତୀ ଶିଶୁ ମନ୍ଦିରରେ ହିନ୍ଦୁ ନବବର୍ଷ ପାଳନ କରାଯାଇଛି। ପ୍ରଧାନାଚାର୍ଯ୍ୟ ଦେବେନ୍ଦ୍ର ସାହୁ ଏଥିରେ ଅଧ୍ୟକ୍ଷତା କରିଥିଲେ। ପରିଚାଳନା ସମିତିର ଉପ-ସଭାପତି ସମ୍ମାନିତ ଅତିଥି ଭାବେ ଯୋଗ ଦେଇଥିଲେ। ମୁଖ୍ୟବକ୍ତା ଆଚାର୍ଯ୍ୟ ମନୋଜ ଦାସ ହିନ୍ଦୁ ନବ ବର୍ଷ ପାଳନ କରିବାର ମହତ୍ତ୍ୱ ସମ୍ପର୍କରେ ବକ୍ତବ୍ୟ ରଖିଥିଲେ। ବିଦ୍ୟାଳୟର ଛାତ୍ରଛାତ୍ରୀମାନଙ୍କ ଦ୍ୱାରା ଶୋଭାଯାତ୍ରା ଓ ସଙ୍ଗୀତ ଗାନ କରାଯାଇଥିଲା। ଆଚାର୍ଯ୍ୟ ସ୍ନେହଲତା ସାହୁ କାର୍ଯ୍ୟକ୍ରମ ପରିଚାଳନା କରିଥିଲେ। କୁନ୍ଦନ ଚନ୍ଦ୍ର ସାହୁ ଧନ୍ୟବାଦ ଦେଇଥିଲେ। ବିଦ୍ୟାଳୟର ସମସ୍ତ ଗୁରୁଜୀ ଓ ଗୁରୁମାତାମାନେ ଉପସ୍ଥିତ ଥିଲେ। xyxy=(1096,1032,1486,1168)
schedule-line: ● ଭାରତେ ନୂଆପୁର xyxy=(17,174,102,187)
schedule-title: ସାପ୍ତାହିକ କାର୍ଯ୍ୟକ୍ରମ xyxy=(10,100,210,128)
brief-text: ଭରୁଆ ଅଫିସ, ୬।୪- ଭରୁଆ ସହରରେ ଏକ ବ୍ୟାଙ୍କରୁ ଟଙ୍କା ଉଠାଇ ଫେରୁଥିବା ଜଣେ ମହିଳାଙ୍କ ବ୍ୟାଗରୁ ଦୁର୍ବୃତ୍ତମାନେ ୨୦ ହଜାର ଟଙ୍କା ଲୁଟ୍ କରି ଚମ୍ପଟ ମାରିଛନ୍ତି। ପୀଡ଼ିତା ଥାନାରେ ଅଭିଯୋଗ କରିବା ପରେ ପୋଲିସ ଏକ ମାମଲା ରୁଜୁ କରି ଘଟଣାର ତଦନ୍ତ ଆରମ୍ଭ କରିଛି। ଆଖପାଖ ସିସିଟିଭି ଫୁଟେଜ୍ ଯାଞ୍ଚ କରାଯାଉଛି। xyxy=(10,1234,210,1366)
registration-mark xyxy=(1420,2316,1434,2330)
brief-headline: ୧ ଲକ୍ଷ ୧୨ ହଜାର ଟଙ୍କା ଜବତ xyxy=(10,794,179,839)
dateline: ତାଳଚେର, ୬।୪ (ନି.ପ୍ର) xyxy=(1120,1010,1228,1023)
schedule-line: ଉଦ୍ୟାପନୀ ଉତ୍ସବ xyxy=(17,193,99,206)
brief-headline: ମହିଳାଙ୍କଠାରୁ ୨୦ ହଜାର ଲୁଟ୍ xyxy=(10,1185,183,1230)
briefs-list xyxy=(10,601,210,1368)
photo-caption: ହିନ୍ଦୁ ନବବର୍ଷ ପାଳନ ଅବସରରେ ଛାତ୍ରଛାତ୍ରୀମାନେ। xyxy=(1096,1489,1310,1502)
newspaper-logo: ଧରିତ୍ରୀ xyxy=(104,4,248,58)
